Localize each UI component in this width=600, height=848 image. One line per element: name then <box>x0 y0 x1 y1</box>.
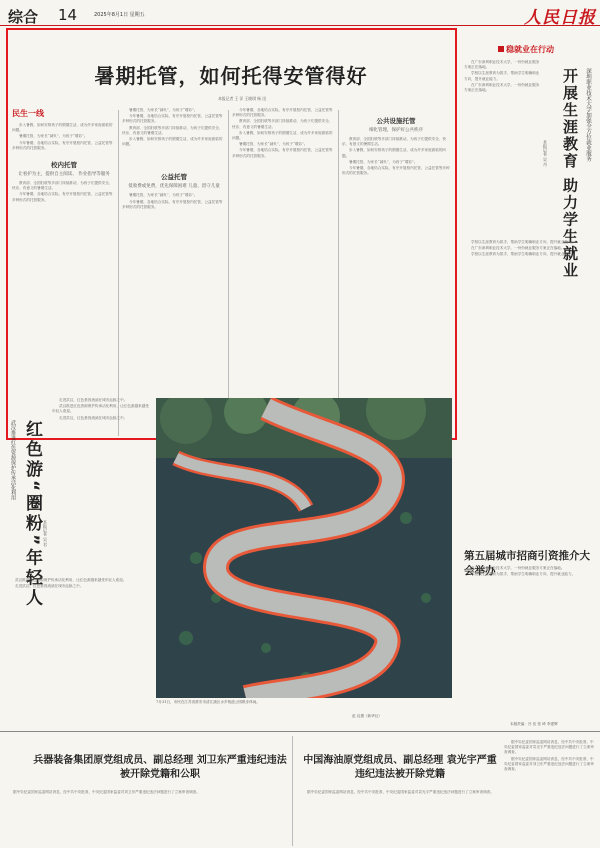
body-paragraph: 据中央纪委国家监委网站消息，经中共中央批准，中央纪委国家监委对刘卫东严重违纪违法问题进行了立案审查调查。 <box>13 790 200 794</box>
body-paragraph: 学校以生涯教育为抓手，帮助学生明确职业方向，提升就业能力。 <box>471 572 576 577</box>
masthead <box>0 0 600 26</box>
feature-byline: 本报记者 王 洋 王晓琪 杨 迅 <box>218 96 266 101</box>
section-name: 综合 <box>8 8 39 26</box>
body-paragraph: 走进武汉，红色基因流淌在城市血脉之中。 <box>15 584 84 589</box>
column-divider <box>292 736 293 846</box>
body-paragraph: 今年暑期，各地结合实际，有序开展校内托管、公益托管等多种形式的托管服务。 <box>122 199 223 209</box>
investment-conference-body <box>464 566 594 721</box>
feature-column-3 <box>232 108 336 438</box>
body-paragraph: 步入暑假，如何安排孩子的假期生活，成为许多家庭面临的问题。 <box>122 137 223 147</box>
left-story-byline: 本报记者 吴 君 <box>43 520 48 547</box>
left-story-body-bottom <box>8 578 152 728</box>
body-paragraph: 步入暑假，如何安排孩子的假期生活，成为许多家庭面临的问题。 <box>12 123 113 133</box>
bottom-right-headline: 中国海油原党组成员、副总经理 袁光宇严重违纪违法被开除党籍 <box>303 755 497 780</box>
body-paragraph: 教育部、全国妇联等多部门持续推动，为孩子们提供安全、快乐、有意义的暑期生活。 <box>12 181 113 191</box>
feature-column-2 <box>122 108 226 438</box>
subhead-campus-care-deck: 让看护为主，提供自主阅读、 作业指导等服务 <box>18 172 110 178</box>
park-boardwalk-photo <box>156 398 452 698</box>
investment-conference-headline: 第五届城市招商引资推介大会举办 <box>464 550 590 577</box>
right-story-kicker: 深圳职业技术大学加强全方位就业服务 <box>585 68 591 162</box>
photo-credit: 赵 启摄（新华社） <box>352 714 382 718</box>
feature-article-frame <box>6 28 457 440</box>
body-paragraph: 据中央纪委国家监委网站消息，经中共中央批准，中央纪委国家监委对刘卫东严重违纪违法问题进行了立案审查调查。 <box>504 756 594 772</box>
section-label-employment: 稳就业在行动 <box>498 44 554 55</box>
body-paragraph: 学校以生涯教育为抓手，帮助学生明确职业方向，提升就业能力。 <box>471 252 576 257</box>
body-paragraph: 走进武汉，红色基因流淌在城市血脉之中。 <box>59 398 128 402</box>
bottom-right-column <box>504 740 596 846</box>
left-story-headline: 红色游“圈粉”年轻人 <box>22 420 42 609</box>
subhead-campus-care: 校内托管 <box>51 161 77 170</box>
body-paragraph: 今年暑期，各地结合实际，有序开展校内托管、公益托管等多种形式的托管服务。 <box>342 166 450 176</box>
body-paragraph: 今年暑期，各地结合实际，有序开展校内托管、公益托管等多种形式的托管服务。 <box>232 108 333 118</box>
body-paragraph: 在广东深圳职业技术大学，一份份就业服务方案正在落地。 <box>471 566 565 570</box>
body-paragraph: 暑期托管，为家长“减负”，为孩子“增彩”。 <box>129 193 198 198</box>
right-story-byline: 本报记者 吴 丹 <box>543 140 548 167</box>
body-paragraph: 在广东深圳职业技术大学，一份份就业服务方案正在落地。 <box>471 246 565 251</box>
body-paragraph: 暑期托管，为家长“减负”，为孩子“增彩”。 <box>19 134 88 139</box>
subhead-facility-care: 公共设施托管 <box>376 117 416 125</box>
body-paragraph: 武汉推进红色资源保护传承活化利用，让红色游越来越受年轻人欢迎。 <box>52 404 149 414</box>
body-paragraph: 据中央纪委国家监委网站消息，经中共中央批准，中央纪委国家监委对袁光宇严重违纪违法问题进行了立案审查调查。 <box>504 740 594 755</box>
bottom-left-headline: 兵器装备集团原党组成员、副总经理 刘卫东严重违纪违法被开除党籍和公职 <box>33 755 287 780</box>
subhead-public-care-deck: 低收费或免费，优先保障困难 儿童、留守儿童 <box>128 184 220 190</box>
body-paragraph: 在广东深圳职业技术大学，一份份就业服务方案正在落地。 <box>464 60 540 70</box>
column-divider <box>228 110 229 436</box>
body-paragraph: 走进武汉，红色基因流淌在城市血脉之中。 <box>59 415 128 420</box>
park-boardwalk-illustration <box>156 398 452 698</box>
page-editors: 本版责编：吕 佳 张 琦 李建辉 <box>510 722 558 726</box>
body-paragraph: 在广东深圳职业技术大学，一份份就业服务方案正在落地。 <box>464 82 540 93</box>
right-story-body <box>464 240 594 535</box>
bottom-right-body <box>300 790 496 846</box>
photo-caption: 7月31日，市民在江苏省淮安市清江浦区水乡栈道公园散步休闲。 <box>156 700 260 704</box>
body-paragraph: 教育部、全国妇联等多部门持续推动，为孩子们提供安全、快乐、有意义的暑期生活。 <box>122 125 223 135</box>
body-paragraph: 暑期托管，为家长“减负”，为孩子“增彩”。 <box>239 142 308 147</box>
body-paragraph: 今年暑期，各地结合实际，有序开展校内托管、公益托管等多种形式的托管服务。 <box>122 114 223 124</box>
page-number: 14 <box>58 6 78 24</box>
section-label-minsheng: 民生一线 <box>12 109 44 118</box>
feature-column-1 <box>12 108 116 438</box>
issue-date: 2025年8月1日 星期五 <box>94 12 145 18</box>
body-paragraph: 今年暑期，各地结合实际，有序开展校内托管、公益托管等多种形式的托管服务。 <box>12 140 113 150</box>
body-paragraph: 暑期托管，为家长“减负”，为孩子“增彩”。 <box>129 108 198 112</box>
body-paragraph: 据中央纪委国家监委网站消息，经中共中央批准，中央纪委国家监委对袁光宇严重违纪违法问题进行了立案审查调查。 <box>307 790 494 794</box>
body-paragraph: 今年暑期，各地结合实际，有序开展校内托管、公益托管等多种形式的托管服务。 <box>232 148 333 158</box>
feature-column-4 <box>342 108 450 438</box>
body-paragraph: 学校以生涯教育为抓手，帮助学生明确职业方向，提升就业能力。 <box>464 71 540 81</box>
body-paragraph: 武汉推进红色资源保护传承活化利用，让红色游越来越受年轻人欢迎。 <box>15 578 127 582</box>
body-paragraph: 教育部、全国妇联等多部门持续推动，为孩子们提供安全、快乐、有意义的暑期生活。 <box>232 119 333 129</box>
body-paragraph: 今年暑期，各地结合实际，有序开展校内托管、公益托管等多种形式的托管服务。 <box>12 192 113 202</box>
column-divider <box>118 110 119 436</box>
body-paragraph: 暑期托管，为家长“减负”，为孩子“增彩”。 <box>349 159 418 164</box>
right-story-headline: 开展生涯教育 助力学生就业 <box>561 68 579 280</box>
column-divider <box>338 110 339 436</box>
body-paragraph: 步入暑假，如何安排孩子的假期生活，成为许多家庭面临的问题。 <box>232 130 333 141</box>
body-paragraph: 学校以生涯教育为抓手，帮助学生明确职业方向，提升就业能力。 <box>471 240 576 244</box>
body-paragraph: 教育部、全国妇联等多部门持续推动，为孩子们提供安全、快乐、有意义的暑期生活。 <box>342 137 447 147</box>
subhead-public-care: 公益托管 <box>161 173 187 182</box>
left-story-kicker: 武汉推进红色资源保护传承活化利用 <box>10 420 16 500</box>
bottom-left-body <box>6 790 286 846</box>
bottom-divider <box>0 731 600 732</box>
body-paragraph: 步入暑假，如何安排孩子的假期生活，成为许多家庭面临的问题。 <box>342 148 447 158</box>
newspaper-logo: 人民日报 <box>524 8 596 28</box>
subhead-facility-care-deck: 细化管理，保护好公共秩序 <box>369 128 423 133</box>
feature-headline: 暑期托管，如何托得安管得好 <box>94 64 368 88</box>
